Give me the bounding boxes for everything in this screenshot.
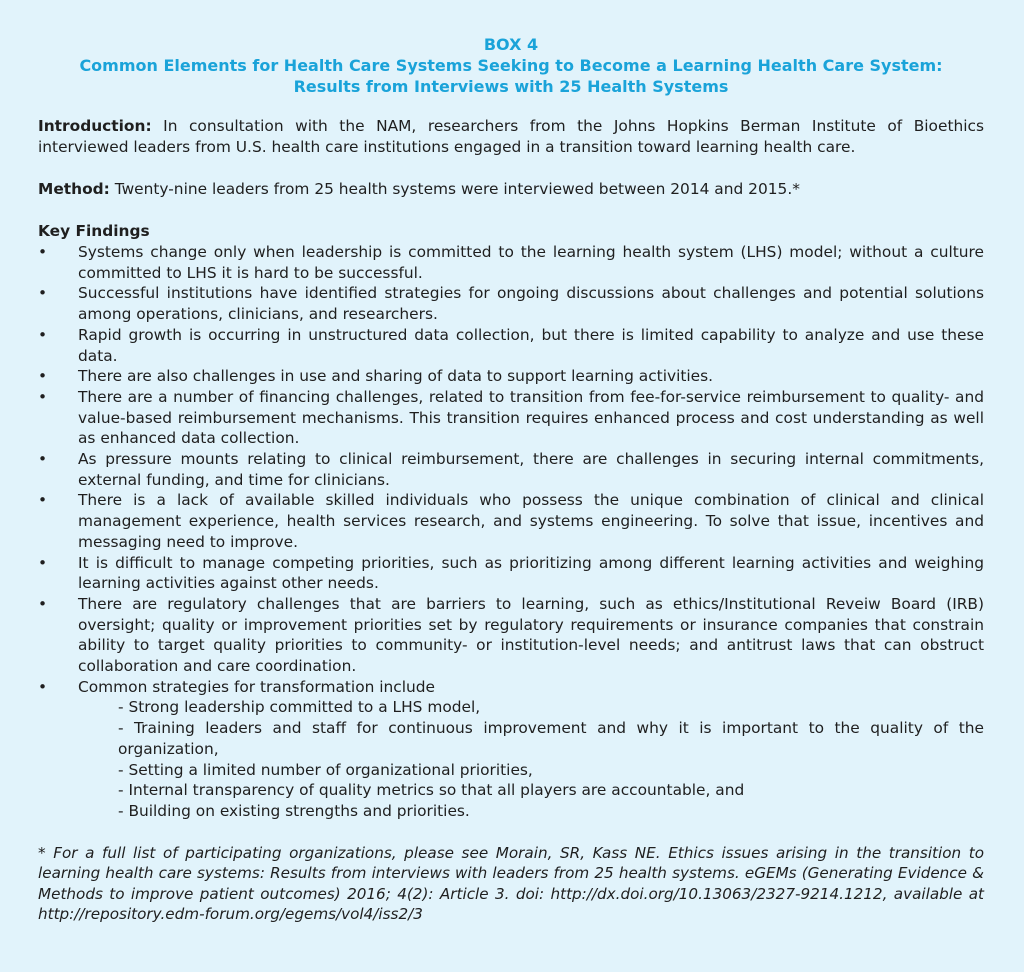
bullet-icon: •	[38, 284, 48, 303]
key-findings-list	[38, 242, 984, 822]
bullet-icon: •	[38, 677, 48, 696]
bullet-icon: •	[38, 243, 48, 261]
introduction-label: Introduction:	[38, 117, 152, 135]
introduction-text: In consultation with the NAM, researchers from the Johns Hopkins Berman Institute of Bioethics interviewed leaders from U.S. health care institutions engaged in a transition toward learning health care.	[38, 117, 984, 156]
strategy-item: - Training leaders and staff for continuous improvement and why it is important to the quality of the organization,	[118, 719, 984, 758]
finding-item	[38, 366, 984, 387]
finding-text: There are a number of financing challenges, related to transition from fee-for-service reimbursement to quality- and value-based reimbursement mechanisms. This transition requires enhanced process and cost understanding as well as enhanced data collection.	[78, 387, 984, 448]
key-findings-heading: Key Findings	[38, 222, 150, 240]
finding-text: As pressure mounts relating to clinical reimbursement, there are challenges in securing internal commitments, external funding, and time for clinicians.	[78, 450, 984, 489]
finding-text: There is a lack of available skilled individuals who possess the unique combination of clinical and clinical management experience, health services research, and systems engineering. To solve that issue, incentives and messaging need to improve.	[78, 491, 984, 551]
finding-item	[38, 242, 984, 283]
finding-text: Systems change only when leadership is committed to the learning health system (LHS) model; without a culture committed to LHS it is hard to be successful.	[78, 243, 984, 282]
bullet-icon: •	[38, 450, 48, 469]
strategy-item: - Building on existing strengths and priorities.	[118, 801, 470, 820]
bullet-icon: •	[38, 491, 48, 510]
finding-item	[38, 325, 984, 366]
method-label: Method:	[38, 180, 110, 198]
finding-item	[38, 553, 984, 594]
finding-text: It is difficult to manage competing priorities, such as prioritizing among different learning activities and weighing learning activities against other needs.	[78, 553, 984, 593]
bullet-icon: •	[38, 387, 48, 406]
footnote: * For a full list of participating organizations, please see Morain, SR, Kass NE. Ethics issues arising in the transition to learning health care systems: Results from interviews with leaders from 25 health systems. eGEMs (Generating Evidence & Methods to improve patient outcomes) 2016; 4(2): Article 3. doi: http://dx.doi.org/10.13063/2327-9214.1212, available at http://repository.edm-forum.org/egems/vol4/iss2/3	[38, 843, 984, 924]
method-paragraph	[38, 179, 984, 200]
box-subtitle: Results from Interviews with 25 Health Systems	[293, 77, 729, 96]
box-header	[38, 34, 984, 97]
strategies-list	[78, 697, 984, 821]
bullet-icon: •	[38, 325, 48, 344]
finding-item	[38, 449, 984, 490]
finding-item	[38, 387, 984, 449]
box-label: BOX 4	[483, 35, 539, 54]
finding-text: There are also challenges in use and sharing of data to support learning activities.	[78, 367, 714, 386]
finding-item	[38, 594, 984, 677]
box-title: Common Elements for Health Care Systems Seeking to Become a Learning Health Care System:	[79, 56, 943, 75]
finding-item	[38, 490, 984, 552]
introduction-paragraph	[38, 116, 984, 158]
bullet-icon: •	[38, 367, 48, 386]
bullet-icon: •	[38, 594, 48, 613]
bullet-icon: •	[38, 553, 48, 572]
finding-text: Successful institutions have identified strategies for ongoing discussions about challenges and potential solutions among operations, clinicians, and researchers.	[78, 284, 984, 324]
strategy-item: - Internal transparency of quality metrics so that all players are accountable, and	[118, 781, 745, 800]
strategy-item: - Strong leadership committed to a LHS model,	[118, 698, 481, 717]
finding-text: Rapid growth is occurring in unstructured data collection, but there is limited capability to analyze and use these data.	[78, 325, 984, 365]
finding-text: Common strategies for transformation include	[78, 677, 436, 696]
strategy-item: - Setting a limited number of organizational priorities,	[118, 760, 533, 779]
method-text: Twenty-nine leaders from 25 health systems were interviewed between 2014 and 2015.*	[109, 180, 800, 198]
finding-text: There are regulatory challenges that are barriers to learning, such as ethics/Institutional Reveiw Board (IRB) oversight; quality or improvement priorities set by regulatory requirements or insurance companies that constrain ability to target quality priorities to community- or institution-level needs; and antitrust laws that can obstruct collaboration and care coordination.	[78, 594, 984, 676]
finding-item	[38, 677, 984, 822]
finding-item	[38, 283, 984, 324]
